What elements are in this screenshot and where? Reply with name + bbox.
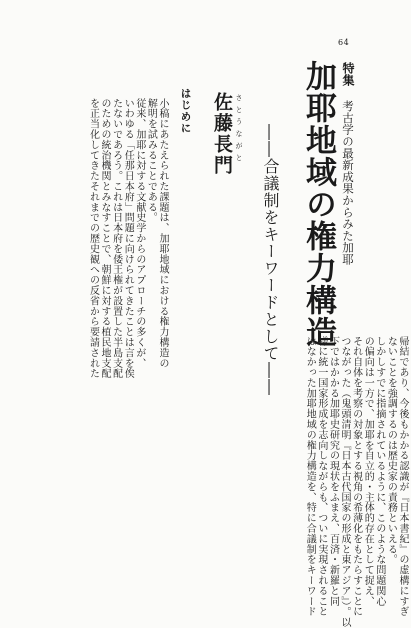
text-line: いわゆる「任那日本府」問題に向けられてきたことは言を俟 — [122, 98, 134, 379]
text-line: ないことを強調するのは歴史家の責務といえる。 — [385, 336, 397, 565]
text-line: 小稿にあたえられた課題は、加耶地域における権力構造の — [157, 98, 168, 369]
text-line: はなかった加耶地域の権力構造を、特に合議制をキーワード — [304, 336, 316, 617]
text-line: しかしすでに指摘されているように、このような問題関心 — [373, 336, 385, 607]
text-line: それ自体を考察の対象とする視角の希薄化をもたらすことに — [350, 336, 362, 617]
text-line: つながった（鬼頭清明『日本古代国家の形成と東アジア』）。以 — [339, 336, 351, 628]
text-line: 下ではかかる加耶史研究の現状をふまえ、百済・新羅と同 — [327, 336, 339, 607]
article-title: 加耶地域の権力構造 — [300, 60, 336, 348]
text-line: を正当化してきたそれまでの歴史観への反省から要請された — [87, 98, 99, 379]
text-line: 従来、加耶に対する文献史学からのアプローチの多くが、 — [133, 98, 145, 369]
text-line: の偏向は一方で、加耶を自立的・主体的存在として捉え、 — [362, 336, 374, 607]
text-line: たないであろう。これは日本府を倭王権が設置した半島支配 — [110, 98, 122, 379]
text-line: 解明を試みることである。 — [145, 98, 157, 223]
section-heading: はじめに — [179, 88, 192, 134]
body-text-lower — [304, 336, 408, 628]
author-name: 佐藤長門 — [211, 92, 233, 176]
feature-kicker-text: 考古学の最新成果からみた加耶 — [341, 100, 355, 266]
text-line: のための統治機関とみなすことで、朝鮮に対する植民地支配 — [99, 98, 111, 379]
text-line: 帰結であり、今後もかかる認識が『日本書紀』の虚構にすぎ — [397, 336, 408, 617]
page-number: 64 — [338, 38, 350, 47]
text-line: 様に統一国家形成を志向しながらも、ついに実現されること — [315, 336, 327, 617]
body-text-upper — [87, 98, 168, 379]
author-ruby: さとうながと — [235, 94, 243, 166]
article-subtitle: ――合議制をキーワードとして―― — [261, 124, 280, 396]
feature-kicker-label: 特集 — [341, 62, 355, 86]
